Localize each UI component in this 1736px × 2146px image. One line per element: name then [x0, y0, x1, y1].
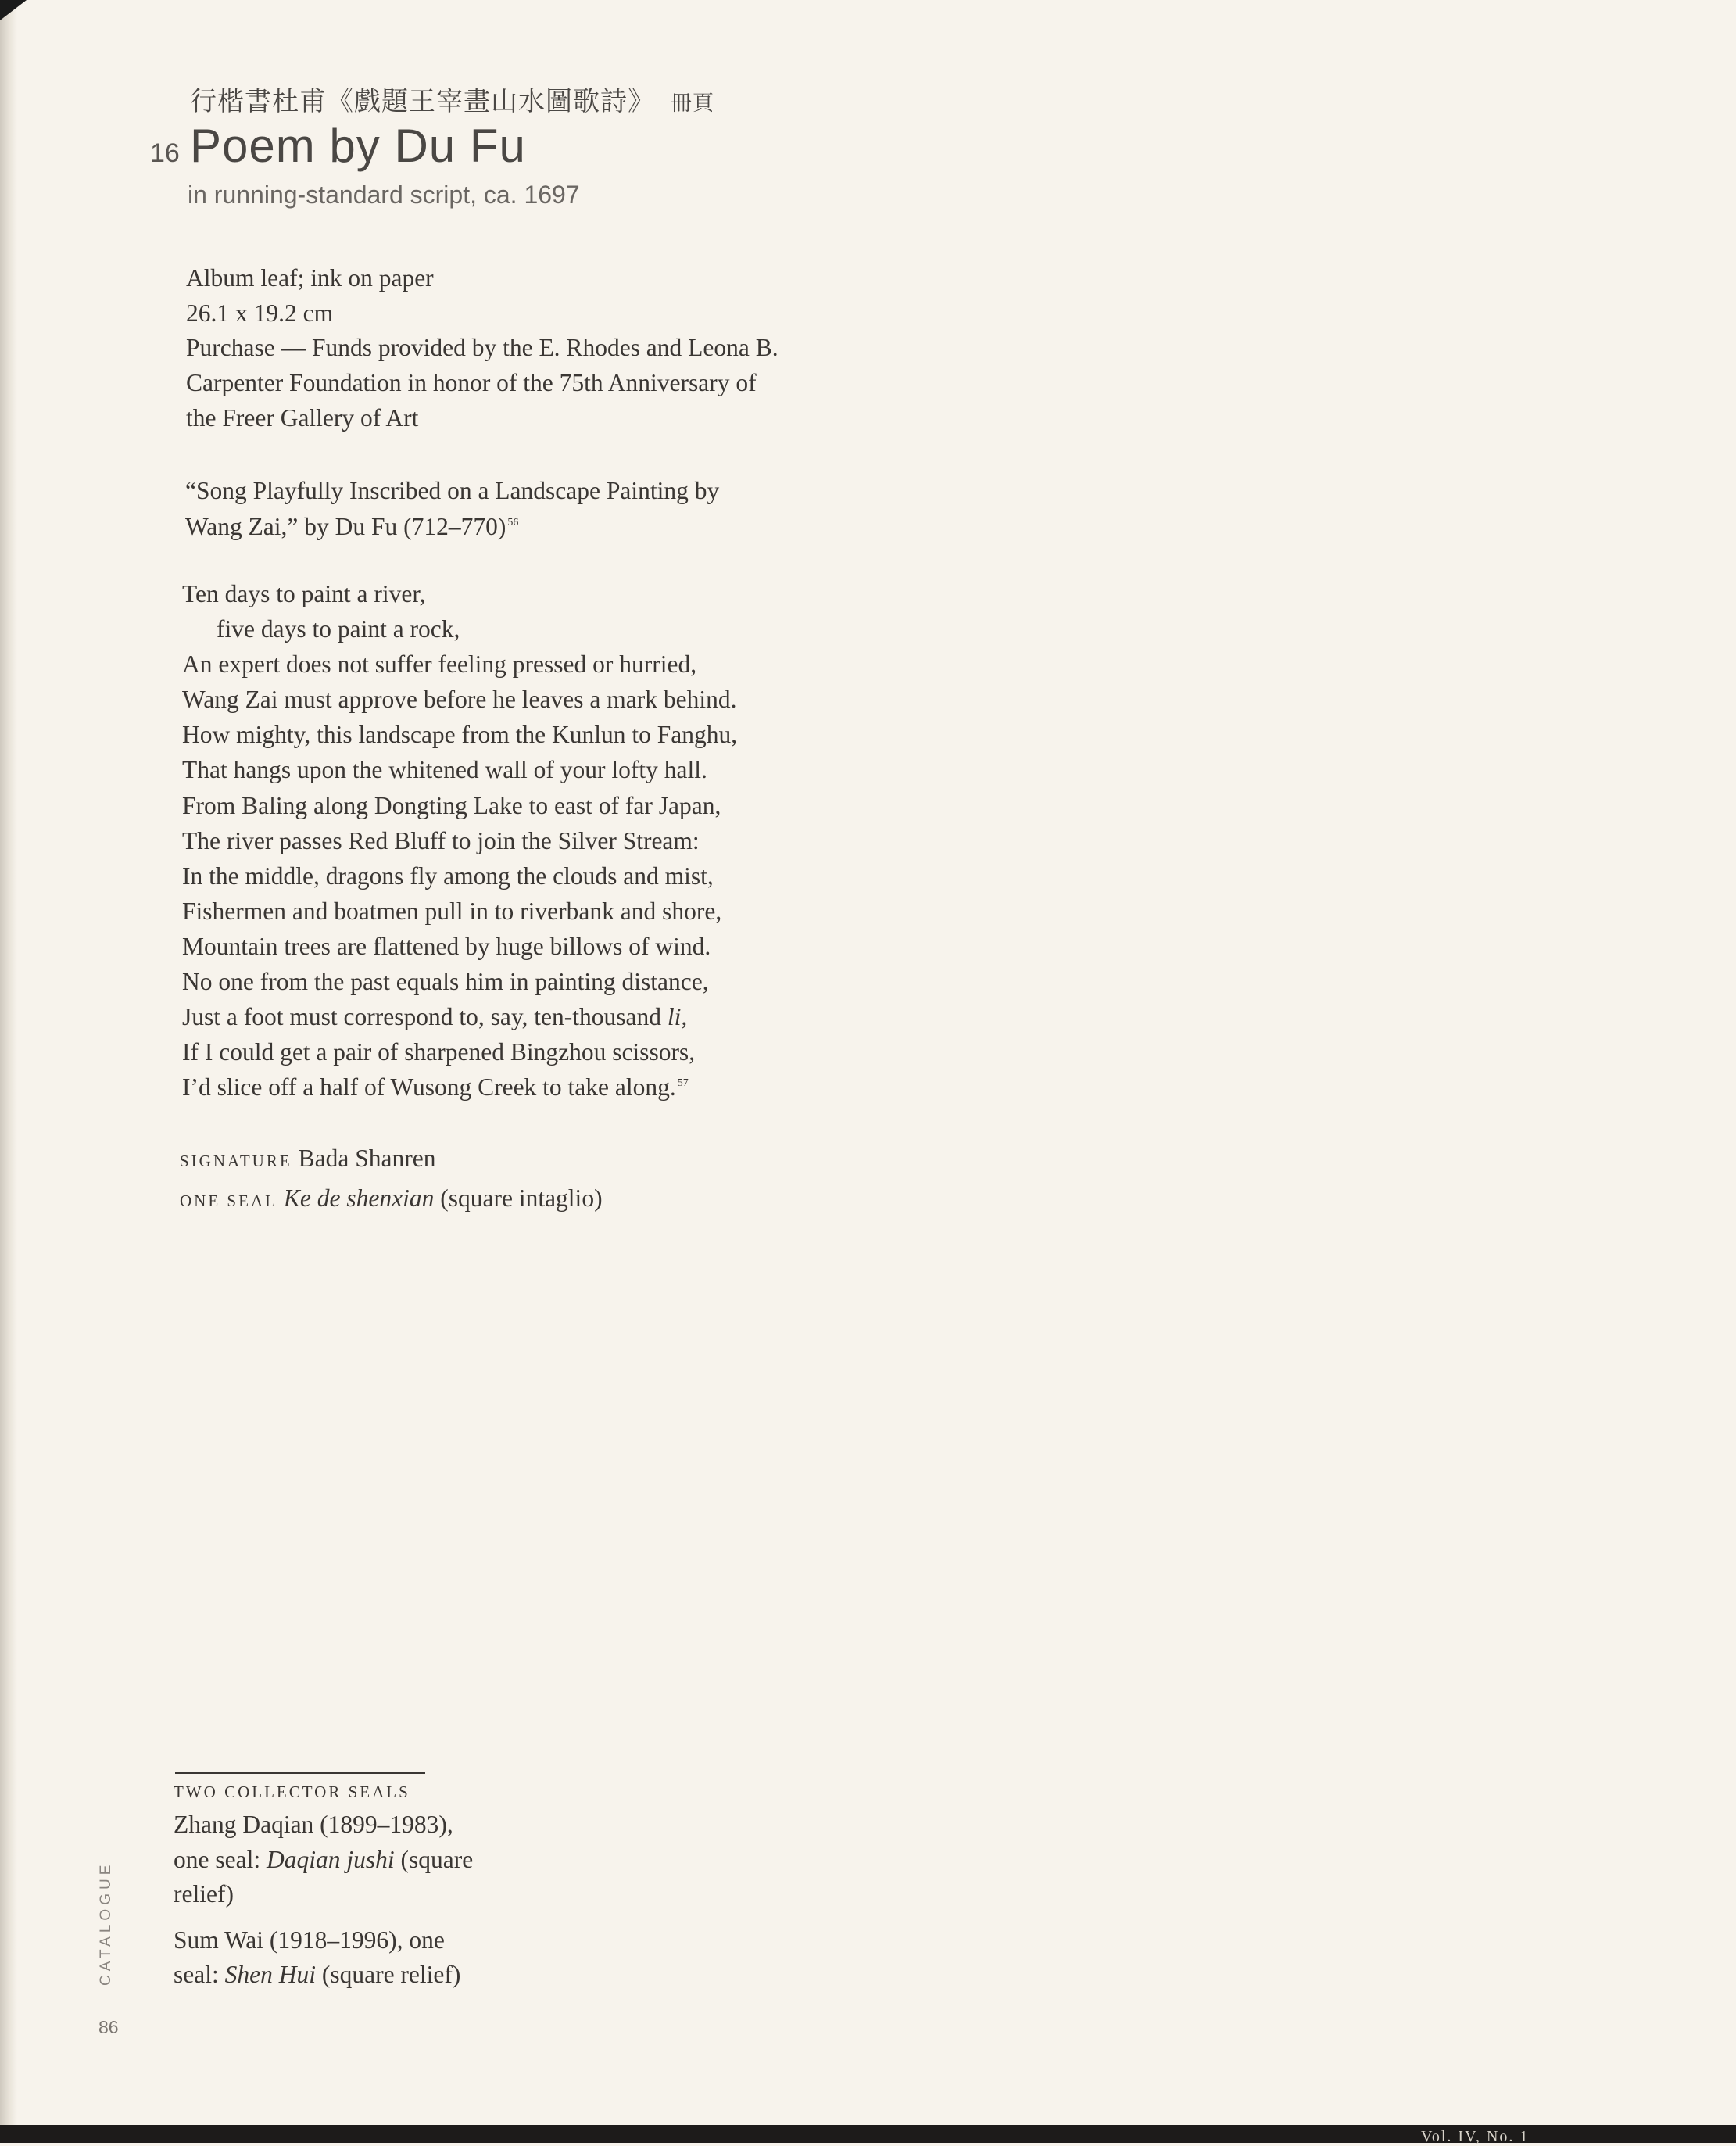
- page-number: 86: [98, 2017, 119, 2037]
- poem-line-italic: li,: [667, 1003, 688, 1031]
- collector-entry-text: seal:: [174, 1961, 225, 1988]
- catalogue-number: 16: [150, 138, 180, 168]
- poem-title: [185, 473, 834, 545]
- page-edge: [0, 0, 17, 2143]
- poem-line: Mountain trees are flattened by huge billows of wind.: [182, 932, 711, 960]
- poem-title-line-1: “Song Playfully Inscribed on a Landscape Painting by: [185, 477, 720, 504]
- poem-line: five days to paint a rock,: [217, 615, 460, 643]
- collector-entry-line: [174, 1958, 494, 1993]
- running-footer: Vol. IV, No. 1: [1421, 2128, 1530, 2145]
- poem-line: The river passes Red Bluff to join the Silver Stream:: [182, 826, 700, 854]
- collector-entry-line: Sum Wai (1918–1996), one: [174, 1926, 445, 1954]
- signature-value: Bada Shanren: [298, 1145, 436, 1172]
- poem-line: Wang Zai must approve before he leaves a mark behind.: [182, 686, 737, 714]
- title-chinese: [190, 80, 714, 118]
- poem-line: [182, 999, 831, 1034]
- collector-seal-name: Daqian jushi: [266, 1845, 395, 1873]
- footnote-ref-57: 57: [677, 1077, 689, 1090]
- page-title: Poem by Du Fu: [190, 120, 526, 172]
- poem-title-line-2: [185, 509, 834, 545]
- page-subtitle: in running-standard script, ca. 1697: [188, 181, 580, 209]
- collector-entry-text: (square: [394, 1845, 474, 1873]
- collector-entry-line: [174, 1843, 494, 1878]
- footnote-ref-56: 56: [507, 517, 519, 528]
- seal-type: (square intaglio): [440, 1184, 603, 1212]
- poem-line: In the middle, dragons fly among the clouds and mist,: [182, 862, 714, 890]
- signature-block: [180, 1140, 603, 1220]
- credit-line-3: the Freer Gallery of Art: [186, 403, 419, 432]
- divider: [175, 1772, 425, 1774]
- poem-line-text: I’d slice off a half of Wusong Creek to take along.: [182, 1073, 676, 1102]
- poem-line: [182, 1069, 831, 1105]
- dimensions: 26.1 x 19.2 cm: [186, 299, 334, 327]
- poem-title-line-2-text: Wang Zai,” by Du Fu (712–770): [185, 513, 506, 540]
- collector-entry-line: Zhang Daqian (1899–1983),: [174, 1811, 453, 1838]
- page-corner: [0, 0, 27, 20]
- poem-line: From Baling along Dongting Lake to east of far Japan,: [182, 791, 721, 819]
- seal-label: ONE SEAL: [180, 1191, 277, 1210]
- collector-entry-text: (square relief): [315, 1961, 461, 1988]
- poem-line: Ten days to paint a river,: [182, 580, 426, 607]
- poem-line: That hangs upon the whitened wall of your lofty hall.: [182, 756, 707, 784]
- credit-line-2: Carpenter Foundation in honor of the 75th Anniversary of: [186, 369, 757, 397]
- title-chinese-text: 行楷書杜甫《戲題王宰畫山水圖歌詩》: [190, 86, 655, 117]
- poem-line: No one from the past equals him in painting distance,: [182, 968, 709, 996]
- format-chinese: 冊頁: [671, 91, 714, 116]
- collector-seal-name: Shen Hui: [224, 1961, 316, 1988]
- poem-line: Fishermen and boatmen pull in to riverbank and shore,: [182, 897, 722, 925]
- collector-entry: [174, 1807, 494, 1912]
- poem-line: If I could get a pair of sharpened Bingzhou scissors,: [182, 1038, 696, 1066]
- collector-entry-line: relief): [174, 1880, 234, 1908]
- collector-entry: [174, 1923, 494, 1993]
- signature-label: SIGNATURE: [180, 1152, 292, 1170]
- collector-seals-heading: TWO COLLECTOR SEALS: [174, 1782, 410, 1801]
- seal-line: [180, 1180, 603, 1220]
- credit-line-1: Purchase — Funds provided by the E. Rhodes and Leona B.: [186, 334, 779, 362]
- object-details: [186, 261, 835, 436]
- poem-text: [182, 576, 831, 1105]
- seal-name: Ke de shenxian: [283, 1184, 435, 1212]
- poem-line: How mighty, this landscape from the Kunlun to Fanghu,: [182, 721, 738, 749]
- section-label: CATALOGUE: [98, 1861, 114, 1986]
- medium: Album leaf; ink on paper: [186, 264, 434, 292]
- collector-entry-text: one seal:: [174, 1845, 267, 1873]
- poem-line: An expert does not suffer feeling pressed or hurried,: [182, 650, 697, 679]
- collector-seals: [174, 1807, 494, 2004]
- signature-line: [180, 1140, 603, 1180]
- poem-line-text: Just a foot must correspond to, say, ten-thousand: [182, 1003, 661, 1031]
